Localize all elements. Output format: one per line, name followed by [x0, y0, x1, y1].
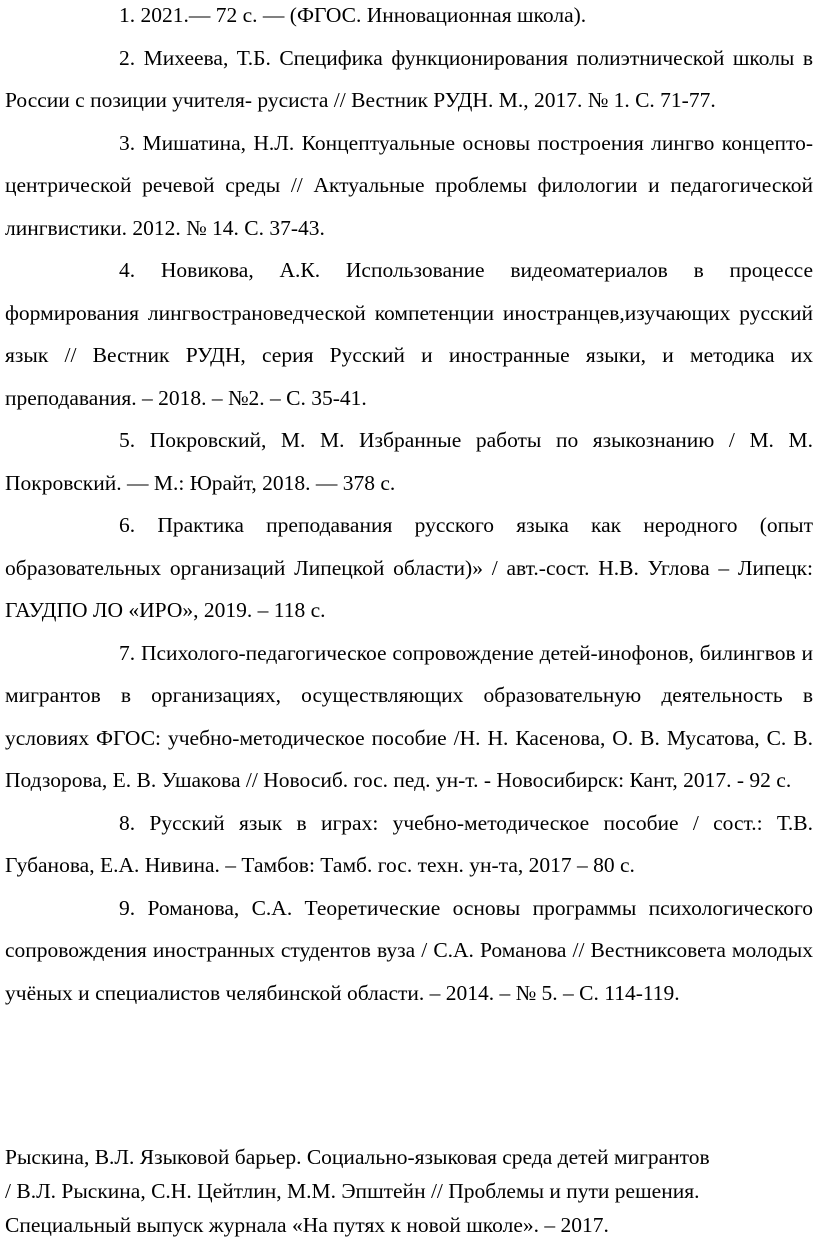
reference-number: 9.	[119, 895, 136, 920]
reference-number: 8.	[119, 810, 136, 835]
reference-number: 6.	[119, 513, 136, 537]
reference-item-6	[5, 504, 813, 632]
reference-text: Русский язык в играх: учебно-методическое пособие / сост.: Т.В. Губанова, Е.А. Нивина. – Тамбов: Тамб. гос. техн. ун-та, 2017 – 80 с.	[5, 810, 813, 877]
reference-item-5	[5, 419, 813, 504]
reference-text: Мишатина, Н.Л. Концептуальные основы построения лингво концепто-центрической речевой среды // Актуальные проблемы филологии и педагогической лингвистики. 2012. № 14. С. 37-43.	[5, 130, 813, 240]
reference-text: Психолого-педагогическое сопровождение детей-инофонов, билингвов и мигрантов в организациях, осуществляющих образовательную деятельность в условиях ФГОС: учебно-методическое пособие /Н. Н. Касенова, О. В. Мусатова, С. В. Подзорова, Е. В. Ушакова // Новосиб. гос. пед. ун-т. - Новосибирск: Кант, 2017. - 92 с.	[5, 640, 813, 792]
reference-text: 2021.— 72 с. — (ФГОС. Инновационная школа).	[140, 3, 587, 27]
trailing-reference-line: Рыскина, В.Л. Языковой барьер. Социально-языковая среда детей мигрантов	[5, 1145, 710, 1169]
reference-number: 1.	[119, 3, 136, 27]
reference-list	[5, 0, 813, 1014]
reference-item-8	[5, 802, 813, 887]
reference-text: Михеева, Т.Б. Специфика функционирования полиэтнической школы в России с позиции учителя- русиста // Вестник РУДН. М., 2017. № 1. С. 71-77.	[5, 45, 814, 112]
reference-text: Новикова, А.К. Использование видеоматериалов в процессе формирования лингвострановедческой компетенции иностранцев,изучающих русский язык // Вестник РУДН, серия Русский и иностранные языки, и методика их преподавания. – 2018. – №2. – С. 35-41.	[5, 258, 813, 410]
reference-text: Практика преподавания русского языка как неродного (опыт образовательных организаций Липецкой области)» / авт.-сост. Н.В. Углова – Липецк: ГАУДПО ЛО «ИРО», 2019. – 118 с.	[5, 513, 813, 622]
trailing-reference-line: Специальный выпуск журнала «На путях к новой школе». – 2017.	[5, 1213, 609, 1237]
reference-number: 2.	[119, 45, 136, 70]
reference-text: Романова, С.А. Теоретические основы программы психологического сопровождения иностранных студентов вуза / С.А. Романова // Вестниксовета молодых учёных и специалистов челябинской области. – 2014. – № 5. – С. 114-119.	[5, 895, 813, 1005]
reference-item-4	[5, 249, 813, 419]
reference-text: Покровский, М. М. Избранные работы по языкознанию / М. М. Покровский. — М.: Юрайт, 2018. — 378 с.	[5, 428, 813, 495]
reference-number: 4.	[119, 258, 136, 282]
reference-number: 5.	[119, 428, 136, 452]
reference-item-3	[5, 122, 813, 250]
trailing-reference-line: / В.Л. Рыскина, С.Н. Цейтлин, М.М. Эпштейн // Проблемы и пути решения.	[5, 1179, 700, 1203]
reference-number: 7.	[119, 640, 136, 665]
reference-item-2	[5, 37, 813, 122]
reference-number: 3.	[119, 130, 136, 155]
reference-item-1	[5, 0, 813, 37]
reference-item-7	[5, 632, 813, 802]
trailing-reference	[5, 1140, 805, 1242]
reference-item-9	[5, 887, 813, 1015]
